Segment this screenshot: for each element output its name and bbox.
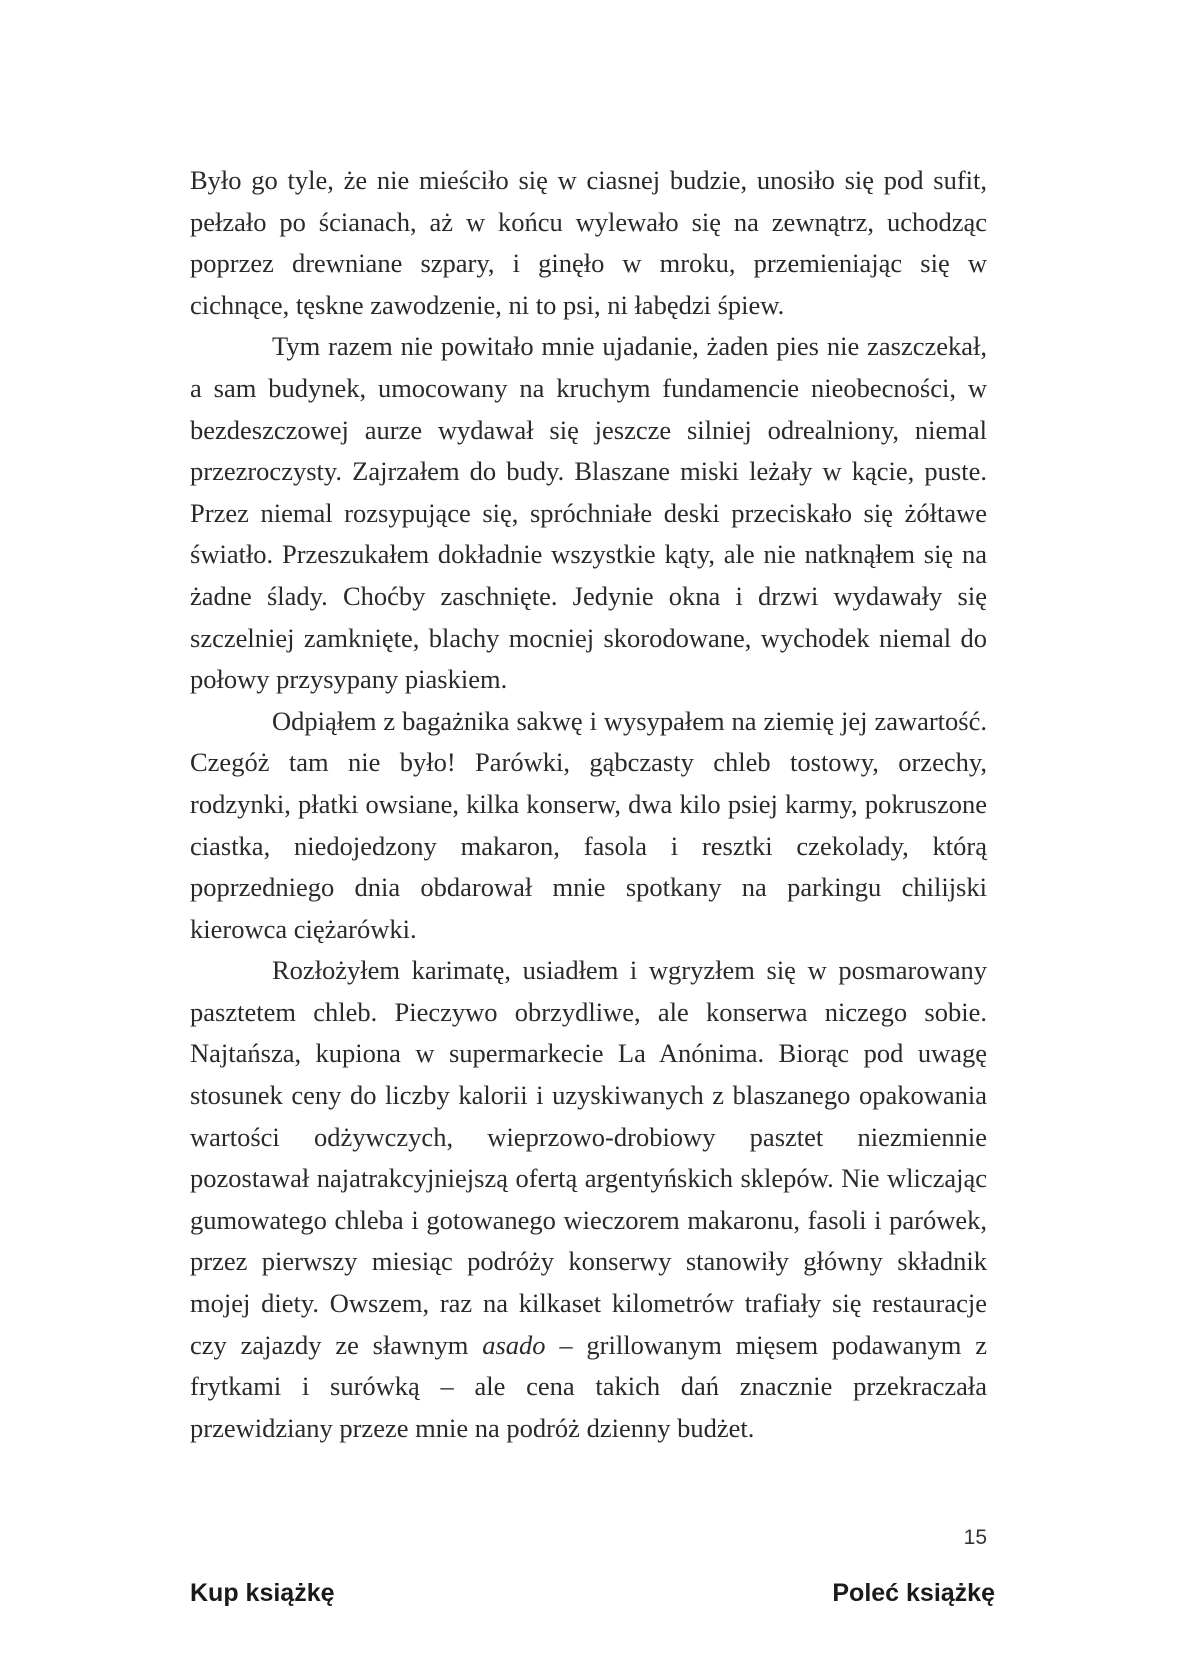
paragraph-4: Rozłożyłem karimatę, usiadłem i wgryzłem się w posmarowany pasztetem chleb. Pieczywo obrzydliwe, ale konserwa niczego sobie. Najtańsza, kupiona w supermarkecie La Anónima. Biorąc pod uwagę stosunek ceny do liczby kalorii i uzyskiwanych z blaszanego opakowania wartości odżywczych, wieprzowo-drobiowy pasztet niezmiennie pozostawał najatrakcyjniejszą ofertą argentyńskich sklepów. Nie wliczając gumowatego chleba i gotowanego wieczorem makaronu, fasoli i parówek, przez pierwszy miesiąc podróży konserwy stanowiły główny składnik mojej diety. Owszem, raz na kilkaset kilometrów trafiały się restauracje czy zajazdy ze sławnym asado – grillowanym mięsem podawanym z frytkami i surówką – ale cena takich dań znacznie przekraczała przewidziany przeze mnie na podróż dzienny budżet. <box>190 955 987 1443</box>
page-number: 15 <box>963 1526 987 1549</box>
paragraph-2: Tym razem nie powitało mnie ujadanie, żaden pies nie zaszczekał, a sam budynek, umocowany na kruchym fundamencie nieobecności, w bezdeszczowej aurze wydawał się jeszcze silniej odrealniony, niemal przezroczysty. Zajrzałem do budy. Blaszane miski leżały w kącie, puste. Przez niemal rozsypujące się, spróchniałe deski przeciskało się żółtawe światło. Przeszukałem dokładnie wszystkie kąty, ale nie natknąłem się na żadne ślady. Choćby zaschnięte. Jedynie okna i drzwi wydawały się szczelniej zamknięte, blachy mocniej skorodowane, wychodek niemal do połowy przysypany piaskiem. <box>190 331 987 695</box>
book-page-text <box>190 160 987 1449</box>
recommend-book-link[interactable]: Poleć książkę <box>832 1579 995 1607</box>
paragraph-1: Było go tyle, że nie mieściło się w ciasnej budzie, unosiło się pod sufit, pełzało po ścianach, aż w końcu wylewało się na zewnątrz, uchodząc poprzez drewniane szpary, i ginęło w mroku, przemieniając się w cichnące, tęskne zawodzenie, ni to psi, ni łabędzi śpiew. <box>190 165 987 320</box>
italic-term: asado <box>482 1329 546 1360</box>
paragraph-3: Odpiąłem z bagażnika sakwę i wysypałem na ziemię jej zawartość. Czegóż tam nie było! Parówki, gąbczasty chleb tostowy, orzechy, rodzynki, płatki owsiane, kilka konserw, dwa kilo psiej karmy, pokruszone ciastka, niedojedzony makaron, fasola i resztki czekolady, którą poprzedniego dnia obdarował mnie spotkany na parkingu chilijski kierowca ciężarówki. <box>190 705 987 944</box>
buy-book-link[interactable]: Kup książkę <box>190 1579 335 1607</box>
